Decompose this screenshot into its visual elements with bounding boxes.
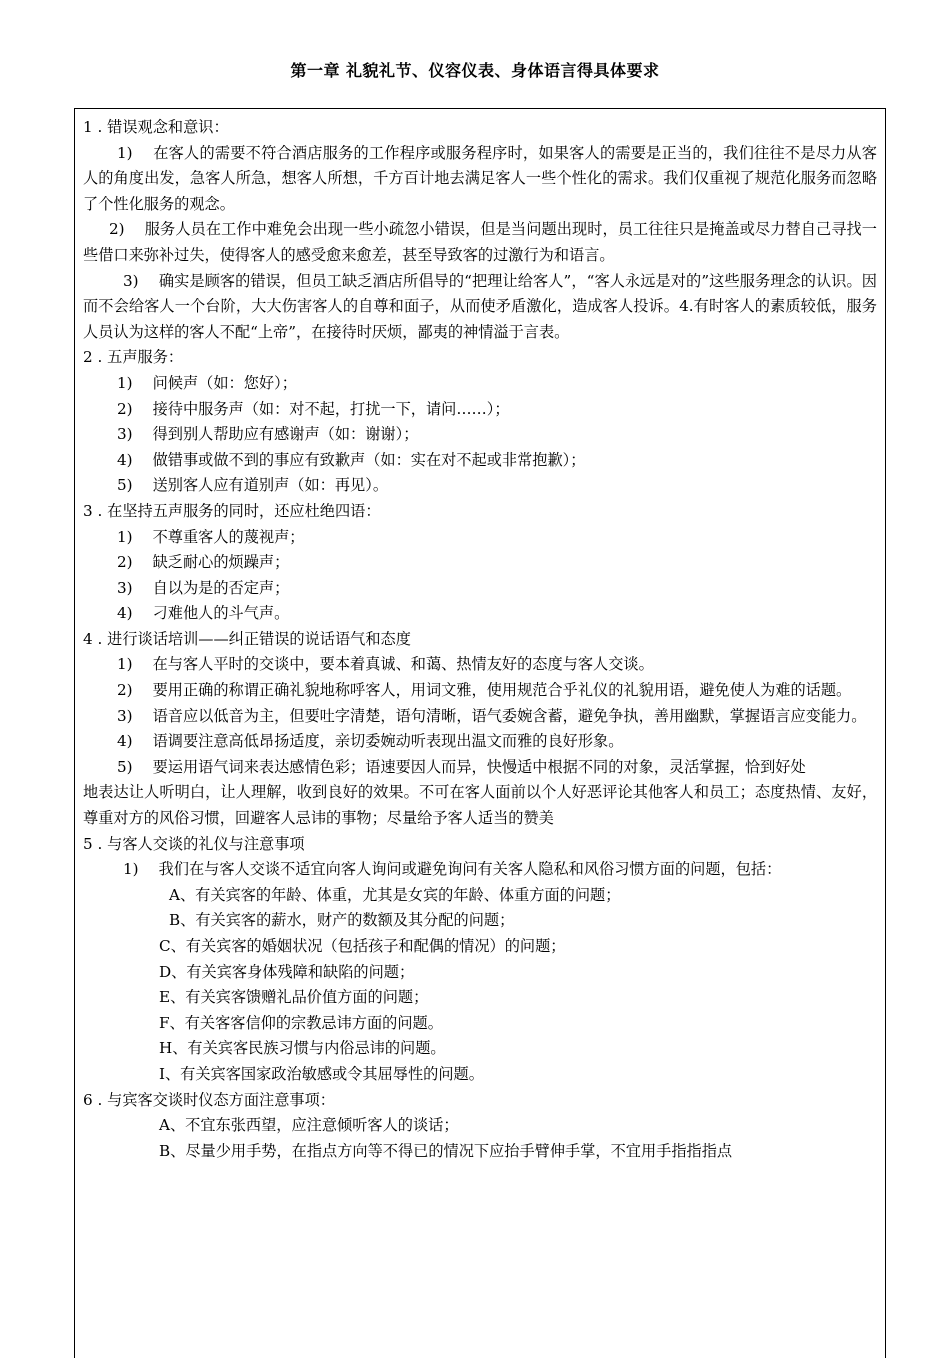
page-title: 第一章 礼貌礼节、仪容仪表、身体语言得具体要求 bbox=[290, 61, 660, 80]
list-item: B、有关宾客的薪水，财产的数额及其分配的问题； bbox=[169, 911, 515, 930]
section-1-paragraph-3: 3) 确实是顾客的错误，但员工缺乏酒店所倡导的“把理让给客人”，“客人永远是对的”这些服务理念的认识。因而不会给客人一个台阶，大大伤害客人的自尊和面子，从而使矛盾激化，造成客人投诉。4.有时客人的素质较低，服务人员认为这样的客人不配“上帝”，在接待时厌烦，鄙夷的神情溢于言表。 bbox=[83, 271, 877, 341]
list-item: 1) 在与客人平时的交谈中，要本着真诚、和蔼、热情友好的态度与客人交谈。 bbox=[117, 655, 654, 674]
content-box bbox=[74, 108, 886, 1358]
list-item: F、有关客客信仰的宗教忌讳方面的问题。 bbox=[159, 1013, 443, 1032]
section-1-paragraph-2: 2) 服务人员在工作中难免会出现一些小疏忽小错误，但是当问题出现时，员工往往只是掩盖或尽力替自己寻找一些借口来弥补过失，使得客人的感受愈来愈差，甚至导致客的过激行为和语言。 bbox=[83, 220, 877, 264]
list-item: 3) 得到别人帮助应有感谢声（如：谢谢）； bbox=[117, 425, 419, 444]
list-item: 5) 要运用语气词来表达感情色彩；语速要因人而异，快慢适中根据不同的对象，灵活掌握，恰到好处 bbox=[117, 757, 806, 776]
list-item: 2) 接待中服务声（如：对不起，打扰一下，请问……）； bbox=[117, 399, 510, 418]
list-item: E、有关宾客馈赠礼品价值方面的问题； bbox=[159, 988, 429, 1007]
list-item: A、有关宾客的年龄、体重，尤其是女宾的年龄、体重方面的问题； bbox=[169, 885, 621, 904]
list-item: 2) 要用正确的称谓正确礼貌地称呼客人，用词文雅，使用规范合乎礼仪的礼貌用语，避免使人为难的话题。 bbox=[117, 681, 852, 700]
list-item: I、有关宾客国家政治敏感或令其屈辱性的问题。 bbox=[159, 1064, 484, 1083]
section-2-heading: 2 . 五声服务： bbox=[83, 348, 184, 367]
list-item: C、有关宾客的婚姻状况（包括孩子和配偶的情况）的问题； bbox=[159, 937, 566, 955]
section-1-paragraph-1: 1) 在客人的需要不符合酒店服务的工作程序或服务程序时，如果客人的需要是正当的，我们往往不是尽力从客人的角度出发，急客人所急，想客人所想，千方百计地去满足客人一些个性化的需求。我们仅重视了规范化服务而忽略了个性化服务的观念。 bbox=[83, 143, 877, 213]
section-6-heading: 6 . 与宾客交谈时仪态方面注意事项： bbox=[83, 1090, 335, 1109]
list-item: 5) 送别客人应有道别声（如：再见）。 bbox=[117, 476, 389, 495]
section-4-heading: 4 . 进行谈话培训——纠正错误的说话语气和态度 bbox=[83, 629, 411, 648]
list-item: 1) 问候声（如：您好）； bbox=[117, 373, 297, 392]
section-5-paragraph-1: 1) 我们在与客人交谈不适宜向客人询问或避免询问有关客人隐私和风俗习惯方面的问题，包括： bbox=[123, 860, 782, 879]
list-item: H、有关宾客民族习惯与内俗忌讳的问题。 bbox=[159, 1039, 446, 1058]
list-item: B、尽量少用手势，在指点方向等不得已的情况下应抬手臂伸手掌，不宜用手指指指点 bbox=[159, 1141, 733, 1160]
list-item: 4) 刁难他人的斗气声。 bbox=[117, 604, 290, 623]
list-item: 3) 自以为是的否定声； bbox=[117, 578, 290, 597]
list-item: 2) 缺乏耐心的烦躁声； bbox=[117, 553, 290, 572]
list-item: 1) 不尊重客人的蔑视声； bbox=[117, 527, 305, 546]
section-3-heading: 3 . 在坚持五声服务的同时，还应杜绝四语： bbox=[83, 501, 381, 520]
list-item: D、有关宾客身体残障和缺陷的问题； bbox=[159, 962, 415, 981]
section-1-heading: 1 . 错误观念和意识： bbox=[83, 118, 229, 136]
section-4-continuation: 地表达让人听明白，让人理解，收到良好的效果。不可在客人面前以个人好恶评论其他客人和员工；态度热情、友好，尊重对方的风俗习惯，回避客人忌讳的事物；尽量给予客人适当的赞美 bbox=[83, 783, 877, 828]
list-item: 3) 语音应以低音为主，但要吐字清楚，语句清晰，语气委婉含蓄，避免争执，善用幽默，掌握语言应变能力。 bbox=[117, 706, 867, 725]
section-5-heading: 5 . 与客人交谈的礼仪与注意事项 bbox=[83, 834, 305, 853]
list-item: A、不宜东张西望，应注意倾听客人的谈话； bbox=[159, 1116, 459, 1135]
list-item: 4) 语调要注意高低昂扬适度，亲切委婉动听表现出温文而雅的良好形象。 bbox=[117, 732, 624, 751]
list-item: 4) 做错事或做不到的事应有致歉声（如：实在对不起或非常抱歉）； bbox=[117, 450, 586, 469]
